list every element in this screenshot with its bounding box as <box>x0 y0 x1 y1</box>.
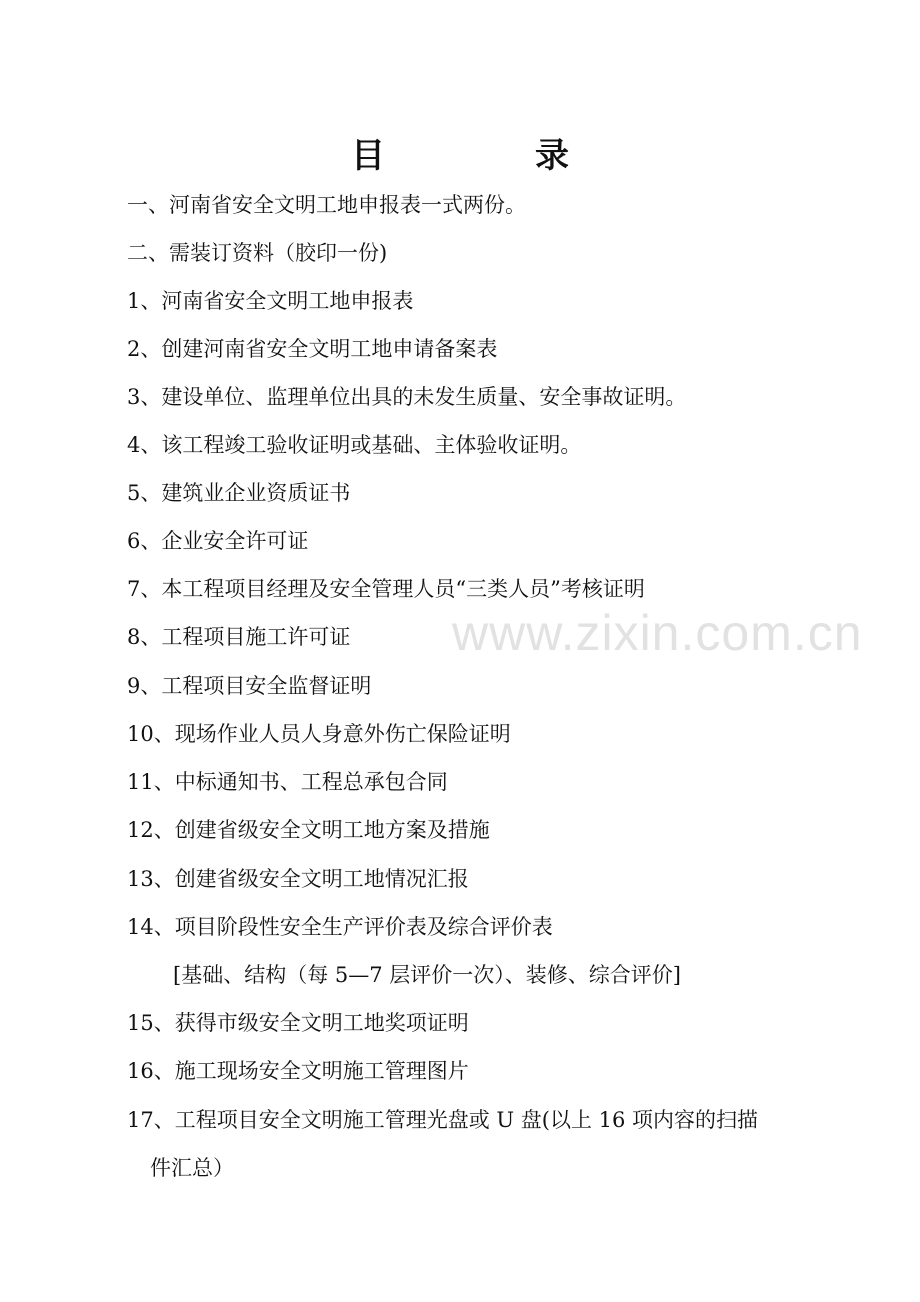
list-item: 10、现场作业人员人身意外伤亡保险证明 <box>127 722 511 746</box>
list-item: 4、该工程竣工验收证明或基础、主体验收证明。 <box>127 433 582 457</box>
list-item: 二、需装订资料（胶印一份) <box>127 241 388 265</box>
list-item: 7、本工程项目经理及安全管理人员“三类人员”考核证明 <box>127 577 645 601</box>
list-item: 13、创建省级安全文明工地情况汇报 <box>127 867 469 891</box>
list-item: 14、项目阶段性安全生产评价表及综合评价表 <box>127 915 553 939</box>
list-item: 5、建筑业企业资质证书 <box>127 481 351 505</box>
list-item: 一、河南省安全文明工地申报表一式两份。 <box>127 193 526 217</box>
watermark: www.zixin.com.cn <box>452 605 863 661</box>
list-item: 16、施工现场安全文明施工管理图片 <box>127 1059 469 1083</box>
list-item: 15、获得市级安全文明工地奖项证明 <box>127 1011 469 1035</box>
list-item: 1、河南省安全文明工地申报表 <box>127 289 414 313</box>
list-item: 17、工程项目安全文明施工管理光盘或 U 盘(以上 16 项内容的扫描 <box>127 1108 759 1132</box>
list-item: 12、创建省级安全文明工地方案及措施 <box>127 818 490 842</box>
list-item: 2、创建河南省安全文明工地申请备案表 <box>127 337 498 361</box>
list-item: 11、中标通知书、工程总承包合同 <box>127 770 448 794</box>
list-item: 8、工程项目施工许可证 <box>127 625 351 649</box>
list-item-note: [基础、结构（每 5—7 层评价一次）、装修、综合评价] <box>173 963 681 987</box>
page-title: 目 录 <box>351 136 627 176</box>
list-item: 9、工程项目安全监督证明 <box>127 674 372 698</box>
list-item: 3、建设单位、监理单位出具的未发生质量、安全事故证明。 <box>127 385 687 409</box>
list-item: 6、企业安全许可证 <box>127 529 309 553</box>
list-item-continuation: 件汇总） <box>150 1156 234 1180</box>
